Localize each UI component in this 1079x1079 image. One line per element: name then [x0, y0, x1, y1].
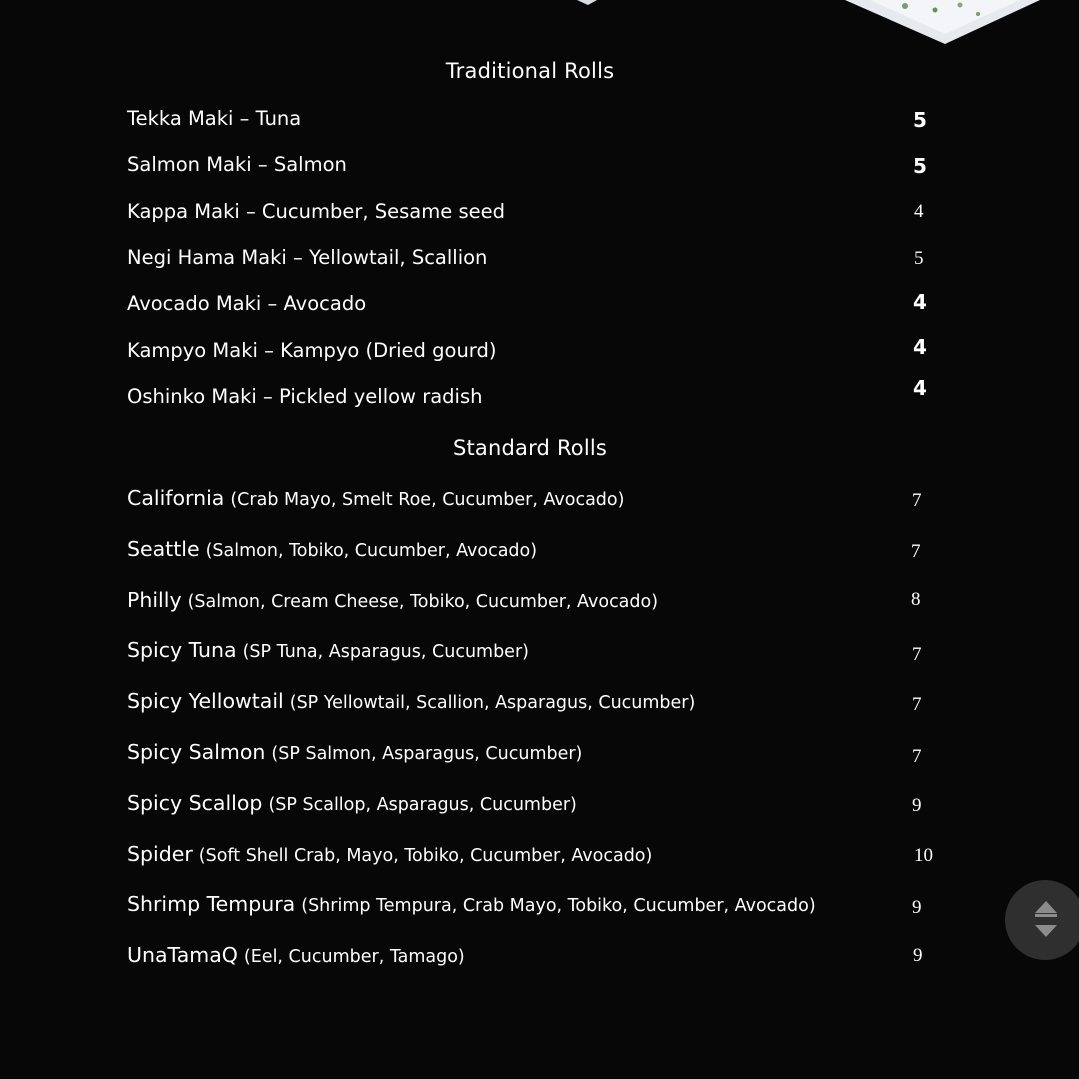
menu-item-name: Negi Hama Maki – Yellowtail, Scallion	[127, 246, 488, 269]
menu-item	[127, 588, 658, 612]
scroll-up-icon	[1035, 901, 1057, 913]
garnish-dot	[976, 12, 980, 16]
menu-item-name: Tekka Maki – Tuna	[127, 107, 302, 130]
sushi-plate-image	[0, 0, 1079, 50]
menu-item-price: 5	[914, 248, 924, 269]
menu-item-price: 4	[913, 335, 927, 359]
menu-item	[127, 740, 582, 764]
section-title-traditional-rolls: Traditional Rolls	[445, 59, 615, 83]
menu-item-description: (Soft Shell Crab, Mayo, Tobiko, Cucumber, Avocado)	[198, 846, 653, 866]
menu-item	[127, 689, 695, 713]
menu-item-description: (Eel, Cucumber, Tamago)	[243, 947, 465, 967]
menu-item-price: 7	[912, 644, 922, 665]
menu-item	[127, 107, 301, 130]
menu-item	[127, 638, 529, 662]
menu-item	[127, 842, 652, 866]
menu-item-name: Philly	[127, 588, 182, 612]
menu-item-name: Spicy Scallop	[127, 791, 263, 815]
menu-item-price: 10	[914, 845, 933, 866]
menu-item	[127, 943, 465, 967]
menu-item-description: (SP Salmon, Asparagus, Cucumber)	[271, 744, 583, 764]
menu-item	[127, 339, 496, 362]
menu-item-price: 7	[912, 746, 922, 767]
menu-item-price: 9	[912, 897, 922, 918]
menu-item-name: California	[127, 486, 225, 510]
menu-item-price: 7	[912, 490, 922, 511]
menu-item	[127, 246, 487, 269]
menu-item-price: 7	[912, 694, 922, 715]
menu-item-name: Kappa Maki – Cucumber, Sesame seed	[127, 200, 505, 223]
scroll-down-icon	[1035, 925, 1057, 937]
menu-item-name: Spicy Tuna	[127, 638, 237, 662]
menu-item-name: Spicy Yellowtail	[127, 689, 284, 713]
menu-item-description: (Crab Mayo, Smelt Roe, Cucumber, Avocado)	[230, 490, 625, 510]
menu-item-name: Oshinko Maki – Pickled yellow radish	[127, 385, 483, 408]
menu-item-price: 9	[912, 795, 922, 816]
menu-item	[127, 791, 577, 815]
menu-item-description: (SP Yellowtail, Scallion, Asparagus, Cucumber)	[289, 693, 696, 713]
section-title-standard-rolls: Standard Rolls	[452, 436, 608, 460]
menu-item-name: Spicy Salmon	[127, 740, 266, 764]
scroll-bar-icon	[1035, 914, 1057, 917]
menu-item-price: 4	[914, 201, 924, 222]
menu-item	[127, 892, 816, 916]
menu-item-price: 5	[913, 154, 927, 178]
menu-item-price: 7	[911, 541, 921, 562]
menu-item-description: (Shrimp Tempura, Crab Mayo, Tobiko, Cucumber, Avocado)	[301, 896, 816, 916]
menu-item-price: 9	[913, 945, 923, 966]
menu-item-name: Salmon Maki – Salmon	[127, 153, 347, 176]
menu-item	[127, 486, 624, 510]
plate-corner-left	[577, 0, 597, 5]
menu-item-description: (Salmon, Tobiko, Cucumber, Avocado)	[205, 541, 538, 561]
garnish-dot	[902, 3, 908, 9]
menu-item-price: 5	[913, 108, 927, 132]
menu-item-name: UnaTamaQ	[127, 943, 238, 967]
menu-item-name: Avocado Maki – Avocado	[127, 292, 367, 315]
menu-item	[127, 200, 505, 223]
garnish-dot	[933, 8, 938, 13]
menu-item-price: 4	[913, 290, 927, 314]
menu-item-price: 4	[913, 376, 927, 400]
menu-item-name: Spider	[127, 842, 193, 866]
menu-item-description: (Salmon, Cream Cheese, Tobiko, Cucumber, Avocado)	[187, 592, 659, 612]
menu-item-name: Kampyo Maki – Kampyo (Dried gourd)	[127, 339, 497, 362]
menu-item-price: 8	[911, 589, 921, 610]
menu-item	[127, 153, 347, 176]
menu-item-name: Shrimp Tempura	[127, 892, 296, 916]
menu-item	[127, 537, 537, 561]
menu-item	[127, 292, 366, 315]
scroll-up-down-button[interactable]	[1005, 880, 1079, 960]
menu-item-description: (SP Scallop, Asparagus, Cucumber)	[268, 795, 577, 815]
menu-item	[127, 385, 483, 408]
garnish-dot	[958, 3, 963, 8]
menu-item-name: Seattle	[127, 537, 200, 561]
menu-item-description: (SP Tuna, Asparagus, Cucumber)	[242, 642, 529, 662]
